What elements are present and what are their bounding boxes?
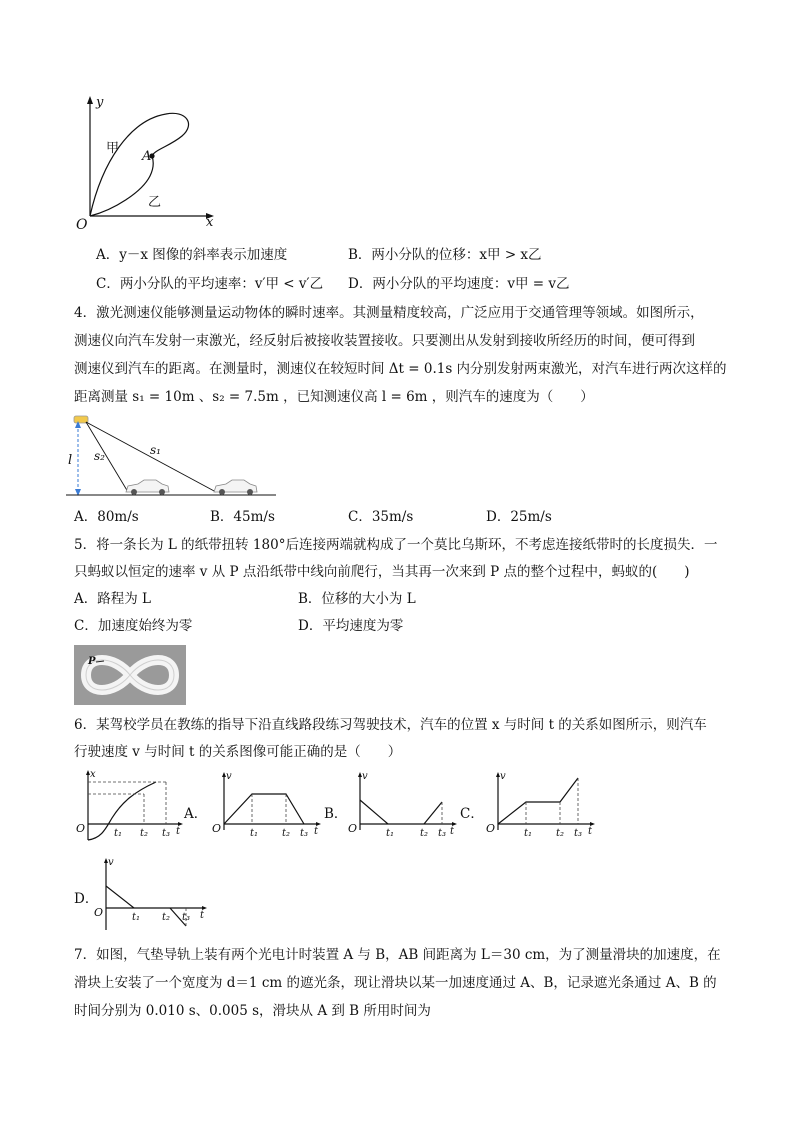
q4-line-2: 测速仪向汽车发射一束激光，经反射后被接收装置接收。只要测出从发射到接收所经历的时间，便可得到 [74,333,695,349]
svg-text:t: t [314,826,319,837]
svg-text:t₁: t₁ [386,828,395,839]
q6-line-2: 行驶速度 v 与时间 t 的关系图像可能正确的是（ ） [74,744,402,760]
car-near [126,480,169,495]
svg-text:O: O [212,822,222,835]
label-jia: 甲 [106,141,120,156]
q3-option-b: B．两小分队的位移：x甲 > x乙 [348,247,542,263]
q4-figure [66,412,286,502]
svg-text:t: t [588,826,593,837]
label-p: P [88,656,96,667]
svg-text:t₁: t₁ [114,828,123,839]
q3-graph [70,92,230,232]
svg-text:t₂: t₂ [420,828,429,839]
q6-option-a-graph [208,770,323,842]
q4-option-b: B．45m/s [210,509,275,525]
q4-line-4: 距离测量 s₁ = 10m 、s₂ = 7.5m ，已知测速仪高 l = 6m ，则汽车的速度为（ ） [74,389,594,405]
svg-text:v: v [108,857,114,868]
q4-line-3: 测速仪到汽车的距离。在测量时，测速仪在较短时间 Δt = 0.1s 内分别发射两束激光，对汽车进行两次这样的 [74,361,727,377]
q5-option-c: C．加速度始终为零 [74,618,193,634]
svg-text:t: t [450,826,455,837]
svg-text:x: x [90,769,96,780]
q3-option-a: A．y－x 图像的斜率表示加速度 [96,247,288,263]
q4-line-1: 4．激光测速仪能够测量运动物体的瞬时速率。其测量精度较高，广泛应用于交通管理等领域。如图所示， [74,305,704,321]
svg-text:v: v [226,771,232,782]
label-l: l [68,453,73,468]
svg-text:t₃: t₃ [162,828,171,839]
q7-line-2: 滑块上安装了一个宽度为 d＝1 cm 的遮光条，现让滑块以某一加速度通过 A、B，记录遮光条通过 A、B 的 [74,975,717,991]
q3-option-d: D．两小分队的平均速度：v甲 = v乙 [348,276,570,292]
svg-text:t₃: t₃ [574,828,583,839]
x-axis-label: x [206,215,214,230]
svg-text:t₃: t₃ [300,828,309,839]
svg-text:t₁: t₁ [132,912,141,923]
svg-text:O: O [94,906,104,919]
label-yi: 乙 [148,195,162,210]
svg-text:t₁: t₁ [250,828,259,839]
q5-option-a: A．路程为 L [74,591,152,607]
svg-text:t₂: t₂ [140,828,149,839]
q6-option-b-graph [344,770,459,842]
q3-option-c: C．两小分队的平均速率：v′甲 < v′乙 [96,276,324,292]
q5-mobius-figure [74,645,186,705]
origin-label: O [76,217,88,232]
svg-text:O: O [348,822,358,835]
q6-option-c-label: C． [460,806,484,822]
path-yi [90,156,153,216]
q7-line-3: 时间分别为 0.010 s、0.005 s，滑块从 A 到 B 所用时间为 [74,1003,431,1019]
label-s1: s₁ [150,443,161,457]
q5-option-b: B．位移的大小为 L [298,591,416,607]
q6-option-a-label: A． [184,806,208,822]
svg-text:t₃: t₃ [182,912,191,923]
q6-xt-graph [72,768,184,848]
svg-text:t: t [200,910,205,921]
q5-option-d: D．平均速度为零 [298,618,404,634]
q6-option-c-graph [482,770,597,842]
svg-text:t₂: t₂ [282,828,291,839]
beam-s2 [86,422,128,492]
q4-option-c: C．35m/s [348,509,414,525]
path-jia [90,113,189,216]
q5-line-2: 只蚂蚁以恒定的速率 v 从 P 点沿纸带中线向前爬行，当其再一次来到 P 点的整个过程中，蚂蚁的( ) [74,564,690,580]
q6-option-b-label: B． [324,806,348,822]
q4-option-a: A．80m/s [74,509,139,525]
q7-line-1: 7．如图，气垫导轨上装有两个光电计时装置 A 与 B，AB 间距离为 L＝30 cm，为了测量滑块的加速度，在 [74,947,721,963]
q4-option-d: D．25m/s [486,509,552,525]
svg-text:t₂: t₂ [162,912,171,923]
svg-text:v: v [500,771,506,782]
svg-text:O: O [76,822,86,835]
y-axis-label: y [96,95,104,110]
q5-line-1: 5．将一条长为 L 的纸带扭转 180°后连接两端就构成了一个莫比乌斯环，不考虑连接纸带时的长度损失．一 [74,537,718,553]
laser-device [74,416,88,423]
svg-text:t₁: t₁ [524,828,533,839]
car-far [214,480,257,495]
q6-option-d-graph [90,856,210,932]
q6-line-1: 6．某驾校学员在教练的指导下沿直线路段练习驾驶技术，汽车的位置 x 与时间 t 的关系如图所示，则汽车 [74,717,707,733]
q6-option-d-label: D． [74,891,99,907]
svg-text:t₂: t₂ [556,828,565,839]
label-a: A [142,149,152,164]
svg-text:O: O [486,822,496,835]
svg-text:t: t [176,826,181,837]
svg-text:v: v [362,771,368,782]
label-s2: s₂ [94,449,105,463]
svg-text:t₃: t₃ [438,828,447,839]
